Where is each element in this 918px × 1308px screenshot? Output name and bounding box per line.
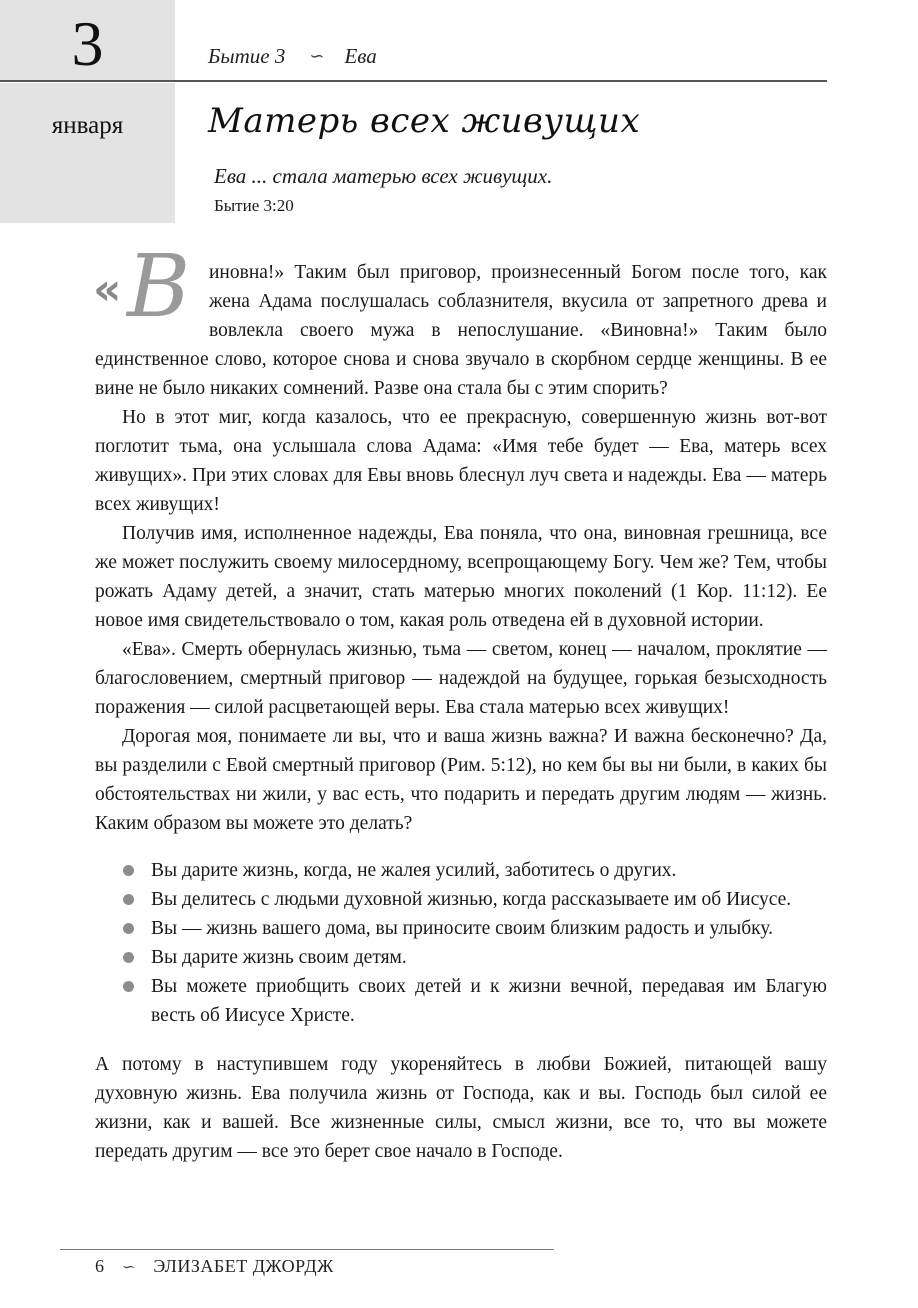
list-item-text: Вы делитесь с людьми духовной жизнью, когда рассказываете им об Иисусе. xyxy=(151,889,792,910)
paragraph-text: иновна!» Таким был приговор, произнесенный Богом после того, как жена Адама послушалась соблазнителя, вкусила от запретного древа и вовлекла своего мужа в непослушание. «Виновна!» Таким было единственное слово, которое снова и снова звучало в скорбном сердце женщины. В ее вине не было никаких сомнений. Разве она стала бы с этим спорить? xyxy=(95,262,827,399)
closing-paragraph: А потому в наступившем году укореняйтесь в любви Божией, питающей вашу духовную жизнь. Ева получила жизнь от Господа, как и вы. Господь был силой ее жизни, как и вашей. Все жизненные силы, смысл жизни, все то, что вы можете передать другим — все это берет свое начало в Господе. xyxy=(95,1054,827,1162)
dropcap-letter: В xyxy=(127,237,191,337)
bullet-icon xyxy=(123,923,134,934)
bullet-icon xyxy=(123,865,134,876)
paragraph: Получив имя, исполненное надежды, Ева поняла, что она, виновная грешница, все же может послужить своему милосердному, всепрощающему Богу. Чем же? Тем, чтобы рожать Адаму детей, а значит, стать матерью многих поколений (1 Кор. 11:12). Ее новое имя свидетельствовало о том, какая роль отведена ей в духовной истории. xyxy=(95,523,827,631)
paragraph: «Ева». Смерть обернулась жизнью, тьма — светом, конец — началом, проклятие — благословением, смертный приговор — надеждой на будущее, горькая безысходность поражения — силой расцветающей веры. Ева стала матерью всех живущих! xyxy=(95,639,827,718)
day-number: 3 xyxy=(71,8,104,79)
ornament-icon: ∽ xyxy=(309,46,325,66)
list-item xyxy=(95,885,827,914)
author-name: ЭЛИЗАБЕТ ДЖОРДЖ xyxy=(153,1256,334,1276)
list-item xyxy=(95,856,827,885)
body-text xyxy=(93,237,827,1166)
ornament-icon: ∽ xyxy=(122,1258,136,1276)
bullet-list xyxy=(95,856,827,1030)
bullet-icon xyxy=(123,894,134,905)
list-item-text: Вы дарите жизнь своим детям. xyxy=(151,947,407,968)
footer-rule xyxy=(60,1249,554,1250)
list-item xyxy=(95,914,827,943)
running-head xyxy=(208,44,377,69)
bullet-icon xyxy=(123,981,134,992)
page-number: 6 xyxy=(95,1256,104,1276)
list-item xyxy=(95,943,827,972)
epigraph-text: Ева ... стала матерью всех живущих. xyxy=(214,164,553,188)
page-footer xyxy=(95,1256,334,1277)
date-box-bottom xyxy=(0,83,175,223)
page-title: Матерь всех живущих xyxy=(208,101,641,141)
dropcap-quote: « xyxy=(93,264,122,315)
epigraph-reference: Бытие 3:20 xyxy=(214,196,294,215)
paragraph: Дорогая моя, понимаете ли вы, что и ваша жизнь важна? И важна бесконечно? Да, вы разделили с Евой смертный приговор (Рим. 5:12), но кем бы вы ни были, в каких бы обстоятельствах ни жили, у вас есть, что подарить и передать другим людям — жизнь. Каким образом вы можете это делать? xyxy=(95,726,827,834)
list-item-text: Вы можете приобщить своих детей и к жизни вечной, передавая им Благую весть об Иисусе Христе. xyxy=(151,976,827,1026)
list-item-text: Вы дарите жизнь, когда, не жалея усилий, заботитесь о других. xyxy=(151,860,677,881)
paragraph xyxy=(93,237,827,403)
dropcap xyxy=(93,237,203,337)
running-head-section: Ева xyxy=(344,44,377,68)
list-item-text: Вы — жизнь вашего дома, вы приносите своим близким радость и улыбку. xyxy=(151,918,774,939)
bullet-icon xyxy=(123,952,134,963)
header-rule xyxy=(0,80,827,82)
list-item xyxy=(95,972,827,1030)
month-label: января xyxy=(51,112,124,139)
paragraph: Но в этот миг, когда казалось, что ее прекрасную, совершенную жизнь вот-вот поглотит тьма, она услышала слова Адама: «Имя тебе будет — Ева, матерь всех живущих». При этих словах для Евы вновь блеснул луч света и надежды. Ева — матерь всех живущих! xyxy=(95,407,827,515)
running-head-book: Бытие 3 xyxy=(208,44,286,68)
